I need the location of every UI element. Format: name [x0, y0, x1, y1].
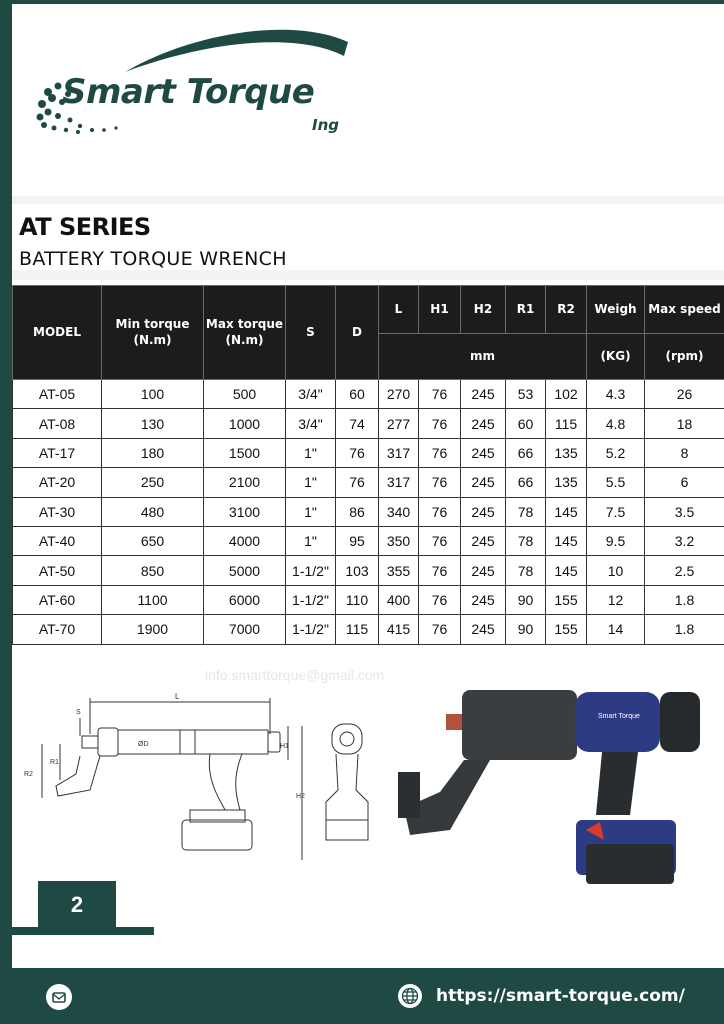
header-h2: H2	[461, 286, 506, 334]
cell-r2: 135	[546, 468, 587, 497]
cell-r1: 78	[506, 556, 546, 585]
cell-d: 86	[336, 497, 379, 526]
cell-l: 415	[379, 615, 419, 644]
cell-min-torque: 480	[102, 497, 204, 526]
cell-r1: 53	[506, 380, 546, 409]
page-number-underline	[12, 927, 154, 935]
label-d: ØD	[138, 741, 149, 748]
cell-s: 1-1/2"	[286, 585, 336, 614]
cell-min-torque: 180	[102, 438, 204, 467]
cell-max-speed: 8	[645, 438, 724, 467]
cell-weight: 9.5	[587, 526, 645, 555]
table-row	[13, 409, 724, 438]
header-d: D	[336, 286, 379, 380]
cell-d: 76	[336, 468, 379, 497]
cell-max-speed: 3.2	[645, 526, 724, 555]
cell-r2: 155	[546, 585, 587, 614]
cell-max-torque: 3100	[204, 497, 286, 526]
header-l: L	[379, 286, 419, 334]
cell-h2: 245	[461, 438, 506, 467]
mail-icon[interactable]	[46, 984, 72, 1010]
cell-r2: 145	[546, 497, 587, 526]
cell-max-speed: 6	[645, 468, 724, 497]
cell-h1: 76	[419, 526, 461, 555]
table-row	[13, 526, 724, 555]
website-link[interactable]: https://smart-torque.com/	[436, 986, 685, 1006]
cell-l: 350	[379, 526, 419, 555]
table-row	[13, 438, 724, 467]
cell-min-torque: 850	[102, 556, 204, 585]
cell-s: 1-1/2"	[286, 556, 336, 585]
cell-r2: 115	[546, 409, 587, 438]
table-row	[13, 380, 724, 409]
cell-weight: 7.5	[587, 497, 645, 526]
cell-max-torque: 1500	[204, 438, 286, 467]
cell-r1: 90	[506, 585, 546, 614]
header-min-torque: Min torque (N.m)	[102, 286, 204, 380]
cell-l: 317	[379, 468, 419, 497]
cell-s: 3/4"	[286, 380, 336, 409]
brand-name: Smart Torque	[62, 72, 315, 112]
header-r1: R1	[506, 286, 546, 334]
cell-r2: 145	[546, 556, 587, 585]
dimension-diagram	[20, 690, 390, 870]
cell-model: AT-50	[13, 556, 102, 585]
cell-d: 110	[336, 585, 379, 614]
cell-min-torque: 250	[102, 468, 204, 497]
cell-s: 1"	[286, 497, 336, 526]
cell-r1: 78	[506, 526, 546, 555]
table-row	[13, 556, 724, 585]
cell-d: 74	[336, 409, 379, 438]
label-s: S	[76, 709, 81, 716]
cell-r2: 155	[546, 615, 587, 644]
cell-l: 277	[379, 409, 419, 438]
cell-d: 95	[336, 526, 379, 555]
cell-max-torque: 500	[204, 380, 286, 409]
label-r2: R2	[24, 771, 33, 778]
cell-max-speed: 3.5	[645, 497, 724, 526]
cell-weight: 5.2	[587, 438, 645, 467]
globe-icon	[398, 984, 422, 1008]
cell-max-torque: 2100	[204, 468, 286, 497]
cell-max-torque: 1000	[204, 409, 286, 438]
cell-max-torque: 7000	[204, 615, 286, 644]
header-speed-unit: (rpm)	[645, 334, 724, 380]
cell-weight: 4.8	[587, 409, 645, 438]
cell-weight: 10	[587, 556, 645, 585]
cell-h2: 245	[461, 615, 506, 644]
cell-max-torque: 4000	[204, 526, 286, 555]
cell-h1: 76	[419, 409, 461, 438]
cell-h1: 76	[419, 497, 461, 526]
email-watermark: info.smarttorque@gmail.com	[205, 667, 385, 683]
cell-max-torque: 6000	[204, 585, 286, 614]
cell-model: AT-40	[13, 526, 102, 555]
cell-d: 103	[336, 556, 379, 585]
cell-s: 3/4"	[286, 409, 336, 438]
cell-h2: 245	[461, 526, 506, 555]
cell-s: 1-1/2"	[286, 615, 336, 644]
divider-band-bottom	[12, 270, 724, 280]
cell-model: AT-17	[13, 438, 102, 467]
cell-l: 400	[379, 585, 419, 614]
left-border	[0, 0, 12, 1024]
cell-d: 60	[336, 380, 379, 409]
cell-d: 115	[336, 615, 379, 644]
header-r2: R2	[546, 286, 587, 334]
header-h1: H1	[419, 286, 461, 334]
cell-model: AT-08	[13, 409, 102, 438]
cell-h2: 245	[461, 585, 506, 614]
cell-min-torque: 100	[102, 380, 204, 409]
product-photo	[390, 680, 710, 895]
cell-max-torque: 5000	[204, 556, 286, 585]
cell-r2: 102	[546, 380, 587, 409]
cell-min-torque: 650	[102, 526, 204, 555]
header-model: MODEL	[13, 286, 102, 380]
cell-l: 270	[379, 380, 419, 409]
divider-band-top	[12, 196, 724, 204]
cell-r2: 135	[546, 438, 587, 467]
table-row	[13, 585, 724, 614]
cell-min-torque: 1100	[102, 585, 204, 614]
cell-model: AT-60	[13, 585, 102, 614]
cell-h1: 76	[419, 438, 461, 467]
cell-model: AT-05	[13, 380, 102, 409]
cell-r1: 66	[506, 468, 546, 497]
cell-weight: 4.3	[587, 380, 645, 409]
cell-max-speed: 1.8	[645, 585, 724, 614]
header-weight-unit: (KG)	[587, 334, 645, 380]
cell-h2: 245	[461, 409, 506, 438]
cell-s: 1"	[286, 438, 336, 467]
label-h1: H1	[280, 743, 289, 750]
series-title: AT SERIES	[19, 213, 151, 241]
cell-l: 340	[379, 497, 419, 526]
cell-h1: 76	[419, 380, 461, 409]
label-r1: R1	[50, 759, 59, 766]
cell-l: 355	[379, 556, 419, 585]
label-h2: H2	[296, 793, 305, 800]
series-subtitle: BATTERY TORQUE WRENCH	[19, 248, 287, 270]
cell-max-speed: 26	[645, 380, 724, 409]
cell-max-speed: 2.5	[645, 556, 724, 585]
cell-h2: 245	[461, 468, 506, 497]
cell-h1: 76	[419, 615, 461, 644]
cell-h1: 76	[419, 556, 461, 585]
label-l: L	[175, 692, 180, 701]
cell-max-speed: 1.8	[645, 615, 724, 644]
cell-weight: 5.5	[587, 468, 645, 497]
header-max-torque: Max torque (N.m)	[204, 286, 286, 380]
cell-h2: 245	[461, 556, 506, 585]
cell-s: 1"	[286, 526, 336, 555]
cell-model: AT-30	[13, 497, 102, 526]
cell-model: AT-20	[13, 468, 102, 497]
top-border	[0, 0, 724, 4]
cell-s: 1"	[286, 468, 336, 497]
cell-h2: 245	[461, 380, 506, 409]
cell-h1: 76	[419, 468, 461, 497]
cell-r2: 145	[546, 526, 587, 555]
header-weight: Weigh	[587, 286, 645, 334]
brand-suffix: Ing	[312, 116, 339, 134]
cell-r1: 78	[506, 497, 546, 526]
cell-weight: 12	[587, 585, 645, 614]
cell-l: 317	[379, 438, 419, 467]
table-row	[13, 615, 724, 644]
cell-max-speed: 18	[645, 409, 724, 438]
table-row	[13, 468, 724, 497]
cell-r1: 90	[506, 615, 546, 644]
cell-d: 76	[336, 438, 379, 467]
spec-table	[12, 285, 724, 645]
cell-r1: 66	[506, 438, 546, 467]
header-s: S	[286, 286, 336, 380]
cell-h1: 76	[419, 585, 461, 614]
cell-r1: 60	[506, 409, 546, 438]
table-row	[13, 497, 724, 526]
cell-h2: 245	[461, 497, 506, 526]
photo-brand-label: Smart Torque	[598, 713, 640, 720]
cell-model: AT-70	[13, 615, 102, 644]
cell-min-torque: 1900	[102, 615, 204, 644]
cell-weight: 14	[587, 615, 645, 644]
cell-min-torque: 130	[102, 409, 204, 438]
header-max-speed: Max speed	[645, 286, 724, 334]
header-mm-unit: mm	[379, 334, 587, 380]
page-number: 2	[38, 881, 116, 929]
